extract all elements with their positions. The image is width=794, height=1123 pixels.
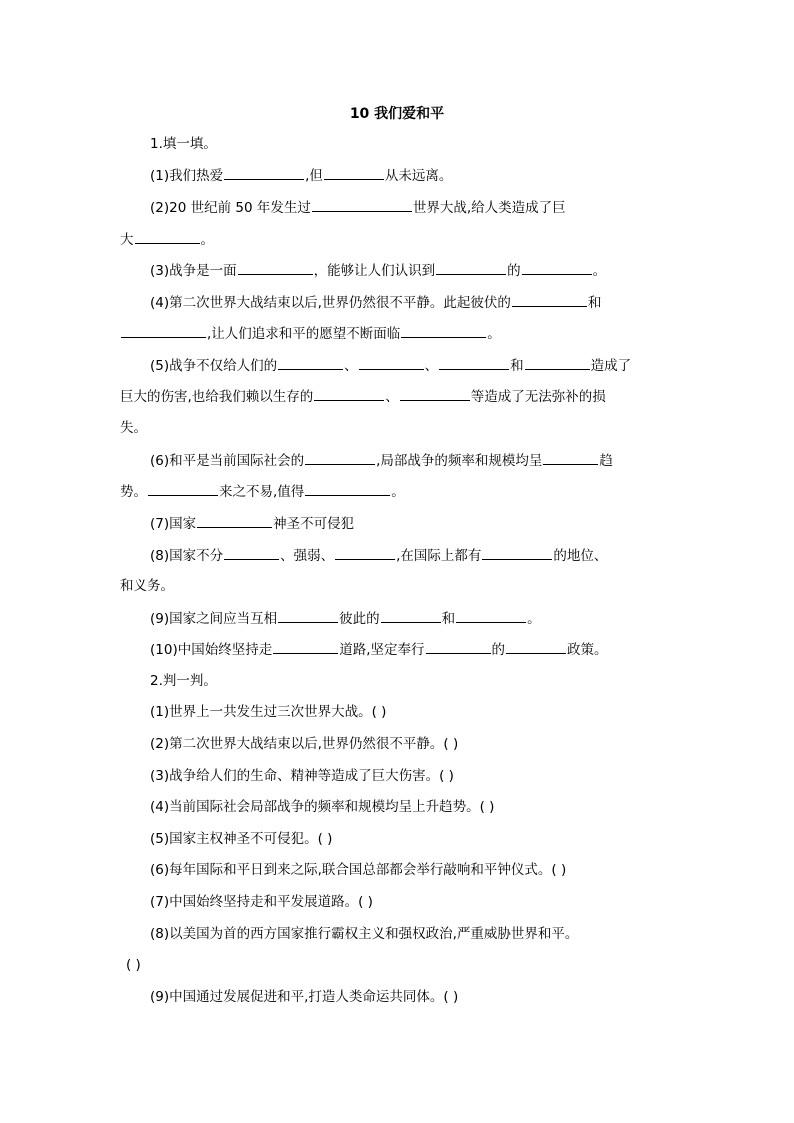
question-1-8: (8)国家不分 、强弱、 ,在国际上都有 的地位、 (150, 545, 680, 566)
answer-blank[interactable] (278, 355, 343, 370)
section-2-heading: 2.判一判。 (150, 673, 217, 689)
judge-item-6: (6)每年国际和平日到来之际,联合国总部都会举行敲响和平钟仪式。( ) (150, 862, 567, 878)
answer-blank[interactable] (381, 608, 441, 623)
answer-blank[interactable] (456, 608, 526, 623)
answer-blank[interactable] (426, 639, 491, 654)
answer-blank[interactable] (359, 355, 424, 370)
answer-blank[interactable] (436, 260, 506, 275)
judge-item-5: (5)国家主权神圣不可侵犯。( ) (150, 831, 333, 847)
question-1-7: (7)国家 神圣不可侵犯 (150, 513, 680, 534)
answer-blank[interactable] (543, 450, 598, 465)
section-1-heading: 1.填一填。 (150, 136, 217, 152)
answer-blank[interactable] (273, 639, 338, 654)
judge-item-4: (4)当前国际社会局部战争的频率和规模均呈上升趋势。( ) (150, 799, 495, 815)
judge-item-8: (8)以美国为首的西方国家推行霸权主义和强权政治,严重威胁世界和平。 (150, 926, 579, 942)
answer-blank[interactable] (305, 481, 390, 496)
question-1-3: (3)战争是一面 ，能够让人们认识到 的 。 (150, 260, 680, 281)
answer-blank[interactable] (482, 545, 552, 560)
answer-blank[interactable] (400, 386, 470, 401)
answer-blank[interactable] (224, 545, 279, 560)
judge-item-9: (9)中国通过发展促进和平,打造人类命运共同体。( ) (150, 989, 459, 1005)
question-1-5-cont2: 失。 (120, 420, 147, 436)
question-1-4-cont: ,让人们追求和平的愿望不断面临 。 (120, 323, 680, 344)
answer-blank[interactable] (278, 608, 338, 623)
question-1-10: (10)中国始终坚持走 道路,坚定奉行 的 政策。 (150, 639, 680, 660)
answer-blank[interactable] (512, 292, 587, 307)
answer-blank[interactable] (335, 545, 395, 560)
answer-blank[interactable] (305, 450, 375, 465)
answer-blank[interactable] (238, 260, 313, 275)
answer-blank[interactable] (224, 165, 304, 180)
judge-item-1: (1)世界上一共发生过三次世界大战。( ) (150, 704, 387, 720)
question-1-6-cont: 势。 来之不易,值得 。 (120, 481, 680, 502)
answer-blank[interactable] (312, 197, 412, 212)
question-1-5: (5)战争不仅给人们的 、 、 和 造成了 (150, 355, 680, 376)
question-1-8-cont: 和义务。 (120, 578, 174, 594)
question-1-5-cont: 巨大的伤害,也给我们赖以生存的 、 等造成了无法弥补的损 (120, 386, 680, 407)
answer-blank[interactable] (324, 165, 384, 180)
judge-item-2: (2)第二次世界大战结束以后,世界仍然很不平静。( ) (150, 736, 459, 752)
question-1-1: (1)我们热爱 ,但 从未远离。 (150, 165, 680, 186)
answer-blank[interactable] (197, 513, 272, 528)
answer-blank[interactable] (522, 260, 592, 275)
answer-blank[interactable] (506, 639, 566, 654)
answer-blank[interactable] (148, 481, 218, 496)
question-1-2: (2)20 世纪前 50 年发生过 世界大战,给人类造成了巨 (150, 197, 680, 218)
page-title: 10 我们爱和平 (349, 106, 445, 122)
answer-blank[interactable] (121, 323, 206, 338)
question-1-6: (6)和平是当前国际社会的 ,局部战争的频率和规模均呈 趋 (150, 450, 680, 471)
answer-blank[interactable] (525, 355, 590, 370)
question-1-9: (9)国家之间应当互相 彼此的 和 。 (150, 608, 680, 629)
judge-item-7: (7)中国始终坚持走和平发展道路。( ) (150, 894, 373, 910)
question-1-4: (4)第二次世界大战结束以后,世界仍然很不平静。此起彼伏的 和 (150, 292, 680, 313)
answer-blank[interactable] (401, 323, 486, 338)
judge-item-8-parens: ( ) (126, 957, 141, 973)
answer-blank[interactable] (314, 386, 384, 401)
answer-blank[interactable] (439, 355, 509, 370)
question-1-2-cont: 大 。 (120, 229, 680, 250)
answer-blank[interactable] (135, 229, 200, 244)
judge-item-3: (3)战争给人们的生命、精神等造成了巨大伤害。( ) (150, 768, 454, 784)
